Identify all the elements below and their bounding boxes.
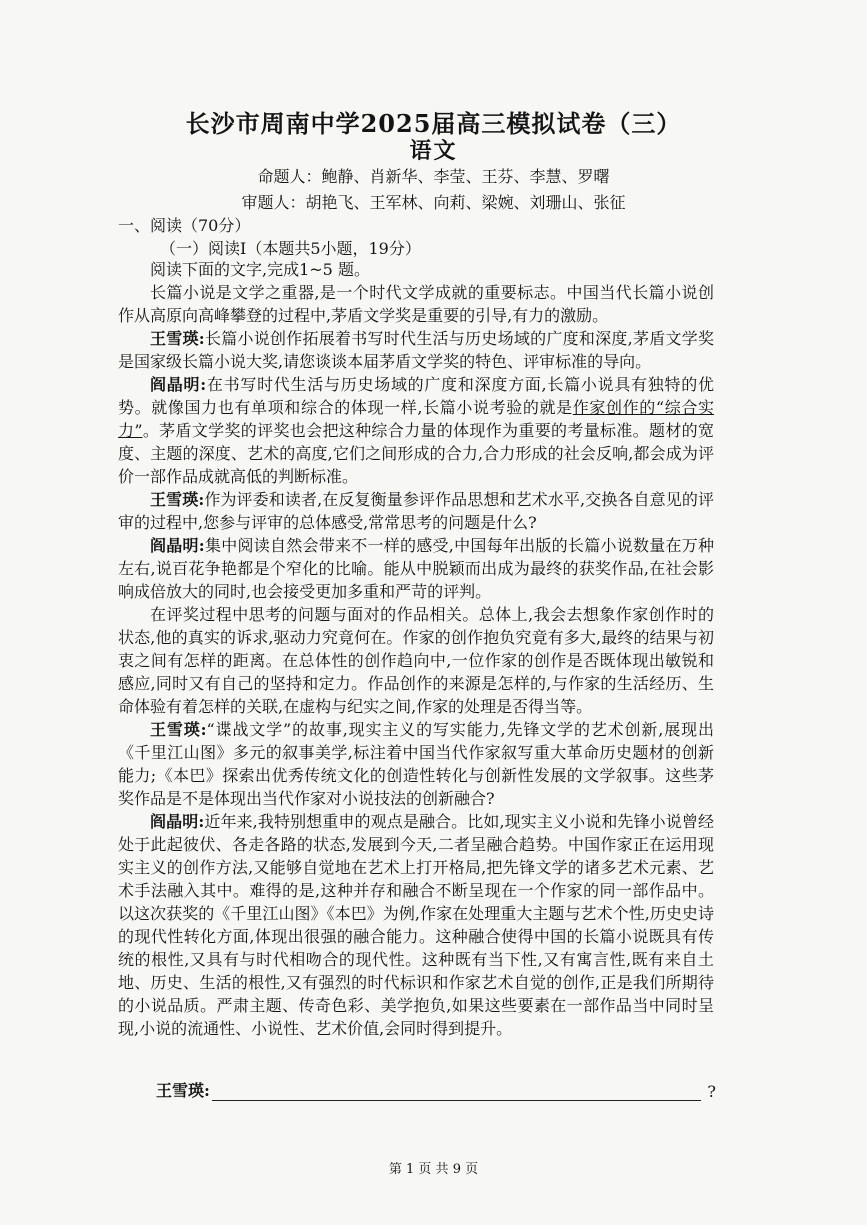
reviewers-line: 审题人：胡艳飞、王军林、向莉、梁婉、刘珊山、张征 xyxy=(241,193,626,212)
paragraph-text: 在书写时代生活与历史场域的广度和深度方面,长篇小说具有独特的优势。就像国力也有单项和综合的体现一样,长篇小说考验的就是 xyxy=(118,375,714,417)
paragraph-text: 集中阅读自然会带来不一样的感受,中国每年出版的长篇小说数量在万种左右,说百花争艳都是个窄化的比喻。能从中脱颖而出成为最终的获奖作品,在社会影响成倍放大的同时,也会接受更加多重和严苛的评判。 xyxy=(118,536,714,601)
paragraph-5 xyxy=(118,534,714,603)
section-heading: 一、阅读（70分） xyxy=(118,216,251,235)
question-mark: ? xyxy=(707,1082,716,1101)
paragraph-2 xyxy=(118,327,714,373)
instruction: 阅读下面的文字,完成1~5 题。 xyxy=(150,260,370,279)
paragraph-3 xyxy=(118,373,714,488)
paragraph-text: 作为评委和读者,在反复衡量参评作品思想和艺术水平,交换各自意见的评审的过程中,您参与评审的总体感受,常常思考的问题是什么? xyxy=(118,490,714,532)
speaker: 王雪瑛: xyxy=(150,490,205,509)
subject-title: 语文 xyxy=(409,138,458,164)
paragraph-text: 长篇小说是文学之重器,是一个时代文学成就的重要标志。中国当代长篇小说创作从高原向高峰攀登的过程中,茅盾文学奖是重要的引导,有力的激励。 xyxy=(118,283,714,325)
paragraph-8 xyxy=(118,810,714,1040)
exam-title: 长沙市周南中学2025届高三模拟试卷（三） xyxy=(185,109,682,138)
paragraph-text: 在评奖过程中思考的问题与面对的作品相关。总体上,我会去想象作家创作时的状态,他的真实的诉求,驱动力究竟何在。作家的创作抱负究竟有多大,最终的结果与初衷之间有怎样的距离。在总体性的创作趋向中,一位作家的创作是否既体现出敏锐和感应,同时又有自己的坚持和定力。作品创作的来源是怎样的,与作家的生活经历、生命体验有着怎样的关联,在虚构与纪实之间,作家的处理是否得当等。 xyxy=(118,605,714,716)
passage-body xyxy=(118,258,714,1040)
underlined-phrase: 作家创作的“综合实力” xyxy=(118,398,714,440)
page-footer: 第 1 页 共 9 页 xyxy=(388,1162,479,1177)
answer-blank[interactable] xyxy=(212,1082,702,1101)
speaker: 阎晶明: xyxy=(150,812,205,831)
paragraph-text-cont: 。茅盾文学奖的评奖也会把这种综合力量的体现作为重要的考量标准。题材的宽度、主题的深度、艺术的高度,它们之间形成的合力,合力形成的社会反响,都会成为评价一部作品成就高低的判断标准。 xyxy=(118,421,714,486)
paragraph-7 xyxy=(118,718,714,810)
setters-line: 命题人：鲍静、肖新华、李莹、王芬、李慧、罗曙 xyxy=(257,167,610,186)
paragraph-text: 近年来,我特别想重申的观点是融合。比如,现实主义小说和先锋小说曾经处于此起彼伏、各走各路的状态,发展到今天,二者呈融合趋势。中国作家正在运用现实主义的创作方法,又能够自觉地在艺术上打开格局,把先锋文学的诸多艺术元素、艺术手法融入其中。难得的是,这种并存和融合不断呈现在一个作家的同一部作品中。以这次获奖的《千里江山图》《本巴》为例,作家在处理重大主题与艺术个性,历史史诗的现代性转化方面,体现出很强的融合能力。这种融合使得中国的长篇小说既具有传统的根性,又具有与时代相吻合的现代性。这种既有当下性,又有寓言性,既有来自土地、历史、生活的根性,又有强烈的时代标识和作家艺术自觉的创作,正是我们所期待的小说品质。严肃主题、传奇色彩、美学抱负,如果这些要素在一部作品当中同时呈现,小说的流通性、小说性、艺术价值,会同时得到提升。 xyxy=(118,812,714,1038)
speaker: 阎晶明: xyxy=(150,536,205,555)
subsection-heading: （一）阅读Ⅰ（本题共5小题，19分） xyxy=(160,239,421,258)
paragraph-4 xyxy=(118,488,714,534)
paragraph-text: “谍战文学”的故事,现实主义的写实能力,先锋文学的艺术创新,展现出《千里江山图》多元的叙事美学,标注着中国当代作家叙写重大革命历史题材的创新能力;《本巴》探索出优秀传统文化的创造性转化与创新性发展的文学叙事。这些茅奖作品是不是体现出当代作家对小说技法的创新融合? xyxy=(118,720,714,808)
fill-blank-question xyxy=(156,1078,716,1101)
speaker: 王雪瑛: xyxy=(150,720,207,739)
paragraph-text: 长篇小说创作拓展着书写时代生活与历史场域的广度和深度,茅盾文学奖是国家级长篇小说大奖,请您谈谈本届茅盾文学奖的特色、评审标准的导向。 xyxy=(118,329,714,371)
paragraph-1 xyxy=(118,281,714,327)
speaker: 王雪瑛: xyxy=(150,329,205,348)
speaker: 阎晶明: xyxy=(150,375,207,394)
speaker: 王雪瑛: xyxy=(156,1081,210,1100)
paragraph-6 xyxy=(118,603,714,718)
